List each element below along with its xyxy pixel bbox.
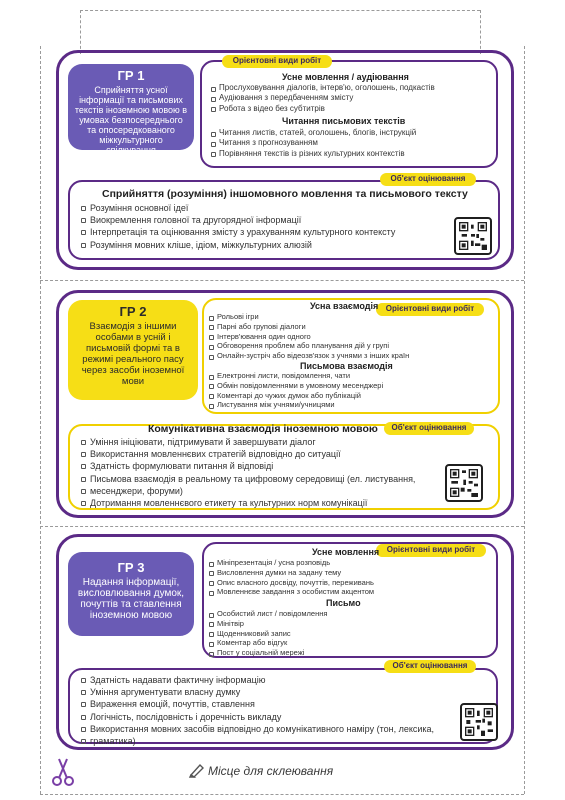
list-item: Розуміння мовних кліше, ідіом, міжкультурних алюзій bbox=[80, 239, 395, 251]
list-item: Читання з прогнозуванням bbox=[210, 138, 416, 148]
gr2-eval-tag: Об'єкт оцінювання bbox=[384, 422, 474, 435]
gr2-title: ГР 2 bbox=[119, 304, 147, 319]
list-item: Порівняння текстів із різних культурних контекстів bbox=[210, 149, 416, 159]
list-item: Здатність формулювати питання й відповіді bbox=[80, 460, 415, 472]
list-item: месенджери, форуми) bbox=[80, 485, 415, 497]
gr3-head-a: Усне мовлення bbox=[312, 547, 380, 557]
gr2-eval-list bbox=[80, 436, 415, 509]
gr2-head-b: Письмова взаємодія bbox=[300, 361, 393, 371]
gr1-head-a: Усне мовлення / аудіювання bbox=[282, 72, 409, 82]
gr1-head-b: Читання письмових текстів bbox=[282, 116, 406, 126]
cut-line-bottom bbox=[40, 794, 524, 795]
list-item: Виокремлення головної та другорядної інформації bbox=[80, 214, 395, 226]
list-item: Читання листів, статей, оголошень, блогів, інструкцій bbox=[210, 128, 416, 138]
list-item: граматика) bbox=[80, 735, 434, 747]
list-item: Письмова взаємодія в реальному та цифровому середовищі (ел. листування, bbox=[80, 473, 415, 485]
list-item: Обмін повідомленнями в умовному месенджері bbox=[208, 381, 383, 391]
gr1-eval-head: Сприйняття (розуміння) іншомовного мовлення та письмового тексту bbox=[102, 188, 468, 200]
gr3-list-a bbox=[208, 558, 374, 597]
list-item: Уміння аргументувати власну думку bbox=[80, 686, 434, 698]
list-item: Робота з відео без субтитрів bbox=[210, 104, 435, 114]
list-item: Інтерв'ювання один одного bbox=[208, 332, 409, 342]
list-item: Онлайн-зустріч або відеозв'язок з учнями з інших країн bbox=[208, 351, 409, 361]
gr2-head-a: Усна взаємодія bbox=[310, 301, 379, 311]
list-item: Рольові ігри bbox=[208, 312, 409, 322]
fold-line-2 bbox=[40, 526, 524, 527]
gr3-works-tag: Орієнтовні види робіт bbox=[376, 544, 486, 557]
list-item: Щоденниковий запис bbox=[208, 629, 327, 639]
list-item: Прослуховування діалогів, інтерв'ю, оголошень, подкастів bbox=[210, 83, 435, 93]
cut-line-left-top bbox=[80, 10, 81, 54]
gr3-list-b bbox=[208, 609, 327, 658]
list-item: Парні або групові діалоги bbox=[208, 322, 409, 332]
gr3-card bbox=[68, 552, 194, 636]
list-item: Логічність, послідовність і доречність викладу bbox=[80, 711, 434, 723]
gr3-eval-tag: Об'єкт оцінювання bbox=[384, 660, 476, 673]
list-item: Розуміння основної ідеї bbox=[80, 202, 395, 214]
list-item: Вираження емоцій, почуттів, ставлення bbox=[80, 698, 434, 710]
list-item: Висловлення думки на задану тему bbox=[208, 568, 374, 578]
glue-place-label: Місце для склеювання bbox=[208, 764, 334, 778]
qr-code-icon[interactable] bbox=[445, 464, 483, 502]
cut-line-left bbox=[40, 46, 41, 794]
gr2-list-a bbox=[208, 312, 409, 361]
gr1-title: ГР 1 bbox=[117, 68, 145, 83]
list-item: Використання мовленнєвих стратегій відповідно до ситуації bbox=[80, 448, 415, 460]
list-item: Коментарі до чужих думок або публікацій bbox=[208, 391, 383, 401]
gr2-description: Взаємодія з іншими особами в усній і письмовій формі та в режимі реального пасу через засоби іноземної мови bbox=[81, 321, 185, 387]
qr-code-icon[interactable] bbox=[460, 703, 498, 741]
list-item: Здатність надавати фактичну інформацію bbox=[80, 674, 434, 686]
gr1-works-tag: Орієнтовні види робіт bbox=[222, 55, 332, 68]
gr2-card bbox=[68, 300, 198, 400]
gr1-card bbox=[68, 64, 194, 155]
fold-line-1 bbox=[40, 280, 524, 281]
gr1-list-a bbox=[210, 83, 435, 114]
list-item: Дотримання мовленнєвого етикету та культурних норм комунікації bbox=[80, 497, 415, 509]
cut-line-right-top bbox=[480, 10, 481, 54]
list-item: Коментар або відгук bbox=[208, 638, 327, 648]
pen-icon bbox=[188, 762, 206, 778]
gr1-eval-list bbox=[80, 202, 395, 251]
cut-line-top bbox=[80, 10, 480, 11]
cut-line-right bbox=[524, 46, 525, 794]
qr-code-icon[interactable] bbox=[454, 217, 492, 255]
gr3-title: ГР 3 bbox=[117, 560, 145, 575]
gr1-eval-tag: Об'єкт оцінювання bbox=[380, 173, 476, 186]
gr1-list-b bbox=[210, 128, 416, 159]
list-item: Пост у соціальній мережі bbox=[208, 648, 327, 658]
list-item: Мовленнєве завдання з особистим акцентом bbox=[208, 587, 374, 597]
gr2-works-tag: Орієнтовні види робіт bbox=[376, 303, 484, 316]
scissors-icon bbox=[50, 756, 76, 788]
gr3-description: Надання інформації, висловлювання думок, почуттів та ставлення іноземною мовою bbox=[77, 577, 185, 621]
gr2-eval-head: Комунікативна взаємодія іноземною мовою bbox=[148, 423, 378, 435]
list-item: Мініпрезентація / усна розповідь bbox=[208, 558, 374, 568]
gr3-eval-list bbox=[80, 674, 434, 747]
gr3-head-b: Письмо bbox=[326, 598, 361, 608]
list-item: Аудіювання з передбаченням змісту bbox=[210, 93, 435, 103]
list-item: Електронні листи, повідомлення, чати bbox=[208, 371, 383, 381]
list-item: Уміння ініціювати, підтримувати й завершувати діалог bbox=[80, 436, 415, 448]
list-item: Листування між учнями/учницями bbox=[208, 400, 383, 410]
list-item: Використання мовних засобів відповідно до комунікативного наміру (тон, лексика, bbox=[80, 723, 434, 735]
list-item: Обговорення проблем або планування дій у групі bbox=[208, 341, 409, 351]
list-item: Особистий лист / повідомлення bbox=[208, 609, 327, 619]
gr2-list-b bbox=[208, 371, 383, 410]
list-item: Інтерпретація та оцінювання змісту з урахуванням культурного контексту bbox=[80, 226, 395, 238]
list-item: Опис власного досвіду, почуттів, переживань bbox=[208, 578, 374, 588]
gr1-description: Сприйняття усної інформації та письмових текстів іноземною мовою в умовах безпосереднього та опосередкованого міжкультурного спілкування bbox=[74, 85, 188, 155]
list-item: Мінітвір bbox=[208, 619, 327, 629]
